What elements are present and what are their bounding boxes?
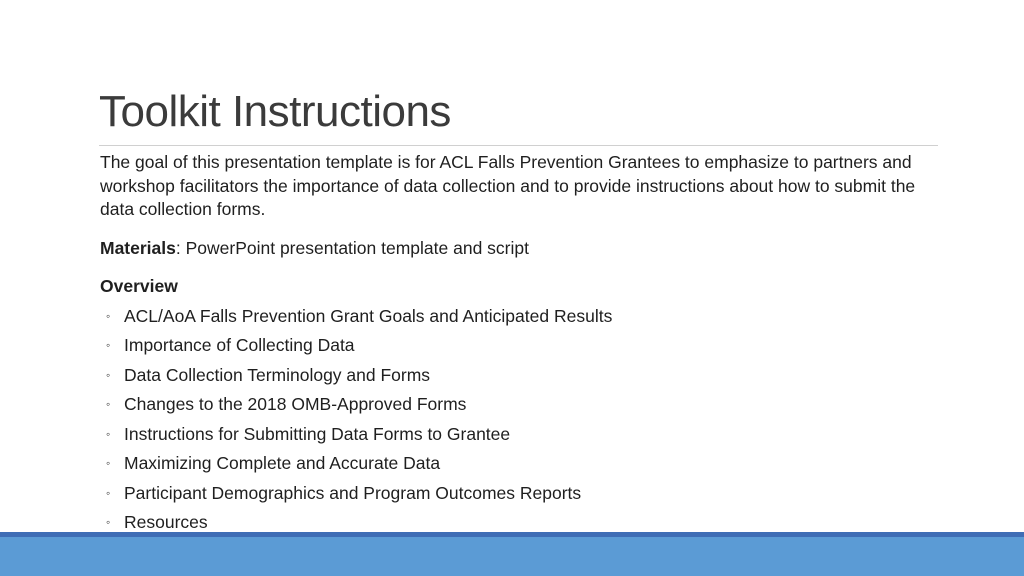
list-item bbox=[100, 420, 940, 450]
slide-body bbox=[100, 151, 940, 538]
list-item-text: Resources bbox=[124, 512, 208, 532]
list-item-text: Maximizing Complete and Accurate Data bbox=[124, 453, 441, 473]
bullet-icon: ◦ bbox=[106, 367, 111, 382]
bullet-icon: ◦ bbox=[106, 308, 111, 323]
list-item bbox=[100, 479, 940, 509]
list-item-text: Data Collection Terminology and Forms bbox=[124, 364, 431, 385]
slide-title: Toolkit Instructions bbox=[99, 87, 451, 136]
intro-paragraph: The goal of this presentation template is for ACL Falls Prevention Grantees to emphasize to partners and workshop facilitators the importance of data collection and to provide instructions about how to submit the data collection forms. bbox=[100, 152, 916, 219]
list-item-text: Instructions for Submitting Data Forms to Grantee bbox=[124, 423, 511, 444]
materials-text: : PowerPoint presentation template and script bbox=[175, 237, 529, 258]
bullet-icon: ◦ bbox=[106, 515, 111, 529]
title-divider bbox=[99, 145, 938, 146]
overview-heading: Overview bbox=[100, 276, 178, 296]
bullet-icon: ◦ bbox=[106, 485, 111, 500]
list-item bbox=[100, 449, 940, 479]
bullet-icon: ◦ bbox=[106, 338, 111, 352]
footer-band bbox=[0, 537, 1024, 576]
list-item-text: ACL/AoA Falls Prevention Grant Goals and Anticipated Results bbox=[124, 305, 613, 326]
materials-label: Materials bbox=[100, 237, 176, 258]
list-item bbox=[100, 331, 940, 361]
overview-list bbox=[100, 302, 940, 538]
list-item bbox=[100, 302, 940, 332]
list-item-text: Participant Demographics and Program Outcomes Reports bbox=[124, 482, 582, 503]
bullet-icon: ◦ bbox=[106, 397, 111, 411]
list-item bbox=[100, 361, 940, 391]
list-item-text: Changes to the 2018 OMB-Approved Forms bbox=[124, 394, 467, 414]
list-item-text: Importance of Collecting Data bbox=[124, 335, 355, 355]
list-item bbox=[100, 390, 940, 420]
materials-line bbox=[100, 237, 940, 261]
bullet-icon: ◦ bbox=[106, 456, 111, 470]
bullet-icon: ◦ bbox=[106, 426, 111, 441]
